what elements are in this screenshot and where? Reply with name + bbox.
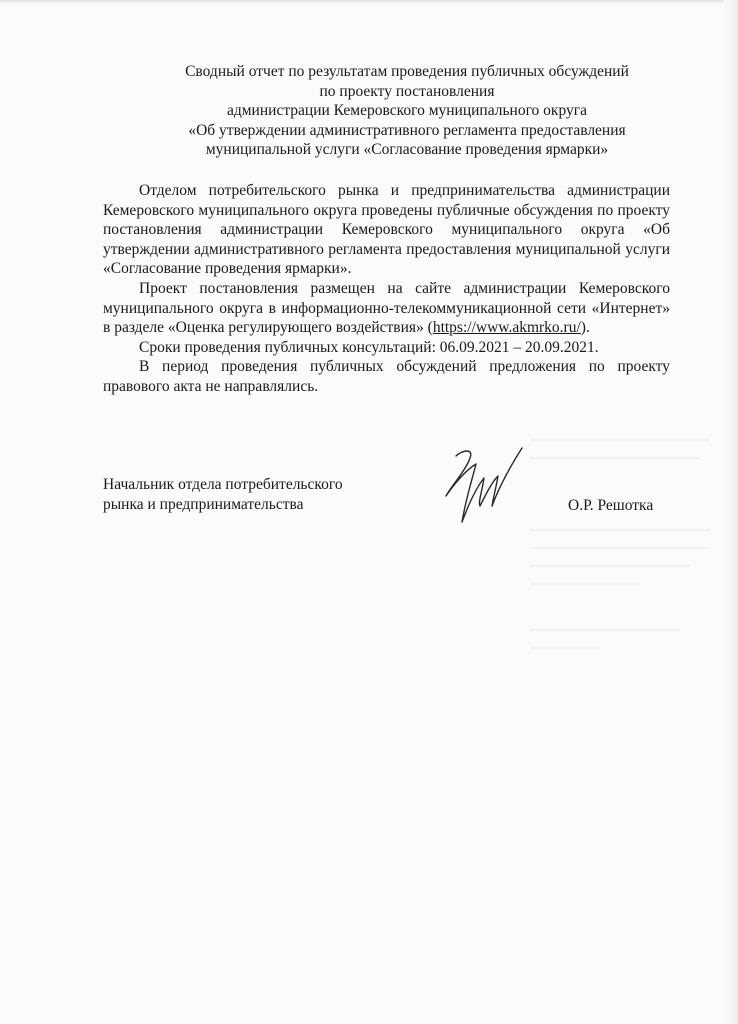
signatory-position	[103, 475, 343, 514]
report-title	[100, 62, 714, 160]
title-line: по проекту постановления	[319, 82, 495, 100]
scan-edge-top	[0, 0, 738, 4]
bleed-through-marks	[520, 430, 720, 770]
handwritten-signature	[432, 436, 532, 536]
title-line: муниципальной услуги «Согласование проведения ярмарки»	[205, 141, 609, 159]
paragraph-organizer: Отделом потребительского рынка и предпринимательства администрации Кемеровского муниципального округа проведены публичные обсуждения по проекту постановления администрации Кемеровского муниципального округа «Об утверждении административного регламента предоставления муниципальной услуги «Согласование проведения ярмарки».	[103, 182, 670, 278]
scan-edge-right	[724, 0, 738, 1024]
signatory-name: О.Р. Решотка	[568, 497, 654, 514]
title-line: Сводный отчет по результатам проведения публичных обсуждений	[185, 63, 629, 80]
position-line: Начальник отдела потребительского	[103, 476, 343, 493]
report-body	[103, 181, 670, 397]
paragraph-result: В период проведения публичных обсуждений предложения по проекту правового акта не направлялись.	[103, 358, 670, 395]
paragraph-publication	[103, 279, 670, 338]
publication-text: Проект постановления размещен на сайте администрации Кемеровского муниципального округа в информационно-телекоммуникационной сети «Интернет» в разделе «Оценка регулирующего воздействия» (	[103, 279, 670, 337]
site-link[interactable]: https://www.akmrko.ru/	[432, 319, 581, 337]
title-line: администрации Кемеровского муниципального округа	[226, 102, 587, 120]
publication-end: ).	[580, 319, 590, 337]
position-line: рынка и предпринимательства	[103, 495, 304, 513]
title-line: «Об утверждении административного регламента предоставления	[188, 121, 626, 139]
paragraph-dates: Сроки проведения публичных консультаций: 06.09.2021 – 20.09.2021.	[139, 338, 599, 356]
